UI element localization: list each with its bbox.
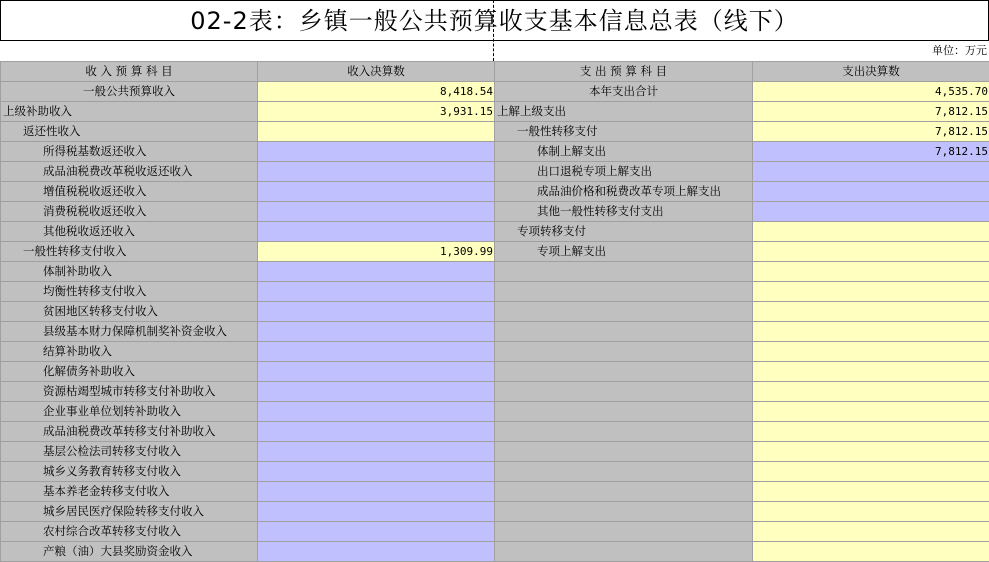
expense-amount-cell[interactable] <box>753 362 989 382</box>
expense-amount-cell[interactable] <box>753 442 989 462</box>
expense-subject-cell[interactable]: 专项上解支出 <box>495 242 753 262</box>
expense-amount-cell[interactable] <box>753 302 989 322</box>
income-amount-cell[interactable] <box>258 342 495 362</box>
income-amount-cell[interactable] <box>258 462 495 482</box>
expense-amount-cell[interactable] <box>753 182 989 202</box>
income-subject-cell[interactable]: 其他税收返还收入 <box>1 222 258 242</box>
income-amount-cell[interactable] <box>258 262 495 282</box>
income-amount-cell[interactable] <box>258 442 495 462</box>
expense-subject-cell[interactable] <box>495 462 753 482</box>
table-row <box>1 82 989 102</box>
income-amount-cell[interactable] <box>258 482 495 502</box>
budget-table <box>0 61 989 562</box>
expense-amount-cell[interactable] <box>753 482 989 502</box>
income-subject-cell[interactable]: 县级基本财力保障机制奖补资金收入 <box>1 322 258 342</box>
table-row <box>1 262 989 282</box>
income-amount-cell[interactable] <box>258 522 495 542</box>
expense-amount-cell[interactable] <box>753 382 989 402</box>
table-row <box>1 142 989 162</box>
income-subject-cell[interactable]: 结算补助收入 <box>1 342 258 362</box>
expense-subject-cell[interactable] <box>495 362 753 382</box>
income-amount-cell[interactable] <box>258 502 495 522</box>
expense-subject-cell[interactable]: 专项转移支付 <box>495 222 753 242</box>
income-amount-cell[interactable] <box>258 362 495 382</box>
header-row <box>1 62 989 82</box>
income-subject-cell[interactable]: 贫困地区转移支付收入 <box>1 302 258 322</box>
table-row <box>1 362 989 382</box>
expense-subject-cell[interactable] <box>495 382 753 402</box>
table-row <box>1 282 989 302</box>
expense-subject-cell[interactable]: 上解上级支出 <box>495 102 753 122</box>
table-row <box>1 122 989 142</box>
income-subject-cell[interactable]: 一般性转移支付收入 <box>1 242 258 262</box>
expense-amount-cell[interactable]: 7,812.15 <box>753 102 989 122</box>
header-income-amount[interactable]: 收入决算数 <box>258 62 495 82</box>
unit-label: 单位：万元 <box>0 41 989 61</box>
income-amount-cell[interactable] <box>258 122 495 142</box>
expense-amount-cell[interactable] <box>753 502 989 522</box>
expense-amount-cell[interactable] <box>753 402 989 422</box>
expense-amount-cell[interactable] <box>753 202 989 222</box>
income-subject-cell[interactable]: 消费税税收返还收入 <box>1 202 258 222</box>
expense-subject-cell[interactable] <box>495 422 753 442</box>
table-row <box>1 482 989 502</box>
table-row <box>1 302 989 322</box>
income-subject-cell[interactable]: 体制补助收入 <box>1 262 258 282</box>
table-row <box>1 522 989 542</box>
table-row <box>1 382 989 402</box>
sheet-title: 02-2表：乡镇一般公共预算收支基本信息总表（线下） <box>0 0 989 41</box>
expense-amount-cell[interactable] <box>753 342 989 362</box>
table-row <box>1 182 989 202</box>
expense-amount-cell[interactable] <box>753 322 989 342</box>
income-subject-cell[interactable]: 基层公检法司转移支付收入 <box>1 442 258 462</box>
table-row <box>1 222 989 242</box>
expense-subject-cell[interactable] <box>495 502 753 522</box>
income-amount-cell[interactable]: 3,931.15 <box>258 102 495 122</box>
expense-subject-cell[interactable] <box>495 262 753 282</box>
table-row <box>1 242 989 262</box>
income-amount-cell[interactable]: 1,309.99 <box>258 242 495 262</box>
expense-subject-cell[interactable] <box>495 282 753 302</box>
expense-amount-cell[interactable] <box>753 282 989 302</box>
expense-amount-cell[interactable] <box>753 262 989 282</box>
table-row <box>1 162 989 182</box>
expense-amount-cell[interactable]: 7,812.15 <box>753 122 989 142</box>
expense-subject-cell[interactable]: 其他一般性转移支付支出 <box>495 202 753 222</box>
income-amount-cell[interactable] <box>258 142 495 162</box>
expense-subject-cell[interactable] <box>495 442 753 462</box>
income-amount-cell[interactable] <box>258 162 495 182</box>
income-subject-cell[interactable]: 上级补助收入 <box>1 102 258 122</box>
income-subject-cell[interactable]: 均衡性转移支付收入 <box>1 282 258 302</box>
table-row <box>1 342 989 362</box>
income-subject-cell[interactable]: 成品油税费改革税收返还收入 <box>1 162 258 182</box>
income-amount-cell[interactable] <box>258 382 495 402</box>
income-subject-cell[interactable]: 一般公共预算收入 <box>1 82 258 102</box>
expense-amount-cell[interactable] <box>753 462 989 482</box>
income-subject-cell[interactable]: 成品油税费改革转移支付补助收入 <box>1 422 258 442</box>
income-amount-cell[interactable] <box>258 282 495 302</box>
expense-amount-cell[interactable] <box>753 422 989 442</box>
income-subject-cell[interactable]: 农村综合改革转移支付收入 <box>1 522 258 542</box>
expense-subject-cell[interactable] <box>495 522 753 542</box>
income-subject-cell[interactable]: 增值税税收返还收入 <box>1 182 258 202</box>
expense-subject-cell[interactable] <box>495 342 753 362</box>
expense-amount-cell[interactable]: 7,812.15 <box>753 142 989 162</box>
expense-subject-cell[interactable] <box>495 322 753 342</box>
table-row <box>1 102 989 122</box>
table-row <box>1 422 989 442</box>
expense-subject-cell[interactable] <box>495 482 753 502</box>
income-amount-cell[interactable] <box>258 402 495 422</box>
expense-amount-cell[interactable] <box>753 162 989 182</box>
income-subject-cell[interactable]: 城乡居民医疗保险转移支付收入 <box>1 502 258 522</box>
income-subject-cell[interactable]: 城乡义务教育转移支付收入 <box>1 462 258 482</box>
income-amount-cell[interactable] <box>258 302 495 322</box>
table-row <box>1 502 989 522</box>
income-amount-cell[interactable] <box>258 322 495 342</box>
income-subject-cell[interactable]: 基本养老金转移支付收入 <box>1 482 258 502</box>
header-expense-subject[interactable]: 支 出 预 算 科 目 <box>495 62 753 82</box>
table-row <box>1 322 989 342</box>
income-amount-cell[interactable] <box>258 182 495 202</box>
income-amount-cell[interactable] <box>258 222 495 242</box>
header-expense-amount[interactable]: 支出决算数 <box>753 62 989 82</box>
table-row <box>1 402 989 422</box>
expense-subject-cell[interactable]: 一般性转移支付 <box>495 122 753 142</box>
table-row <box>1 442 989 462</box>
expense-amount-cell[interactable] <box>753 242 989 262</box>
income-amount-cell[interactable] <box>258 202 495 222</box>
expense-subject-cell[interactable] <box>495 302 753 322</box>
table-row <box>1 202 989 222</box>
income-subject-cell[interactable]: 资源枯竭型城市转移支付补助收入 <box>1 382 258 402</box>
income-subject-cell[interactable]: 产粮（油）大县奖励资金收入 <box>1 542 258 562</box>
income-subject-cell[interactable]: 化解债务补助收入 <box>1 362 258 382</box>
expense-subject-cell[interactable]: 本年支出合计 <box>495 82 753 102</box>
table-row <box>1 462 989 482</box>
expense-amount-cell[interactable]: 4,535.70 <box>753 82 989 102</box>
expense-amount-cell[interactable] <box>753 522 989 542</box>
income-amount-cell[interactable]: 8,418.54 <box>258 82 495 102</box>
income-subject-cell[interactable]: 企业事业单位划转补助收入 <box>1 402 258 422</box>
expense-amount-cell[interactable] <box>753 222 989 242</box>
expense-subject-cell[interactable]: 出口退税专项上解支出 <box>495 162 753 182</box>
income-subject-cell[interactable]: 所得税基数返还收入 <box>1 142 258 162</box>
income-subject-cell[interactable]: 返还性收入 <box>1 122 258 142</box>
expense-subject-cell[interactable]: 成品油价格和税费改革专项上解支出 <box>495 182 753 202</box>
header-income-subject[interactable]: 收 入 预 算 科 目 <box>1 62 258 82</box>
expense-subject-cell[interactable] <box>495 402 753 422</box>
expense-subject-cell[interactable]: 体制上解支出 <box>495 142 753 162</box>
income-amount-cell[interactable] <box>258 422 495 442</box>
